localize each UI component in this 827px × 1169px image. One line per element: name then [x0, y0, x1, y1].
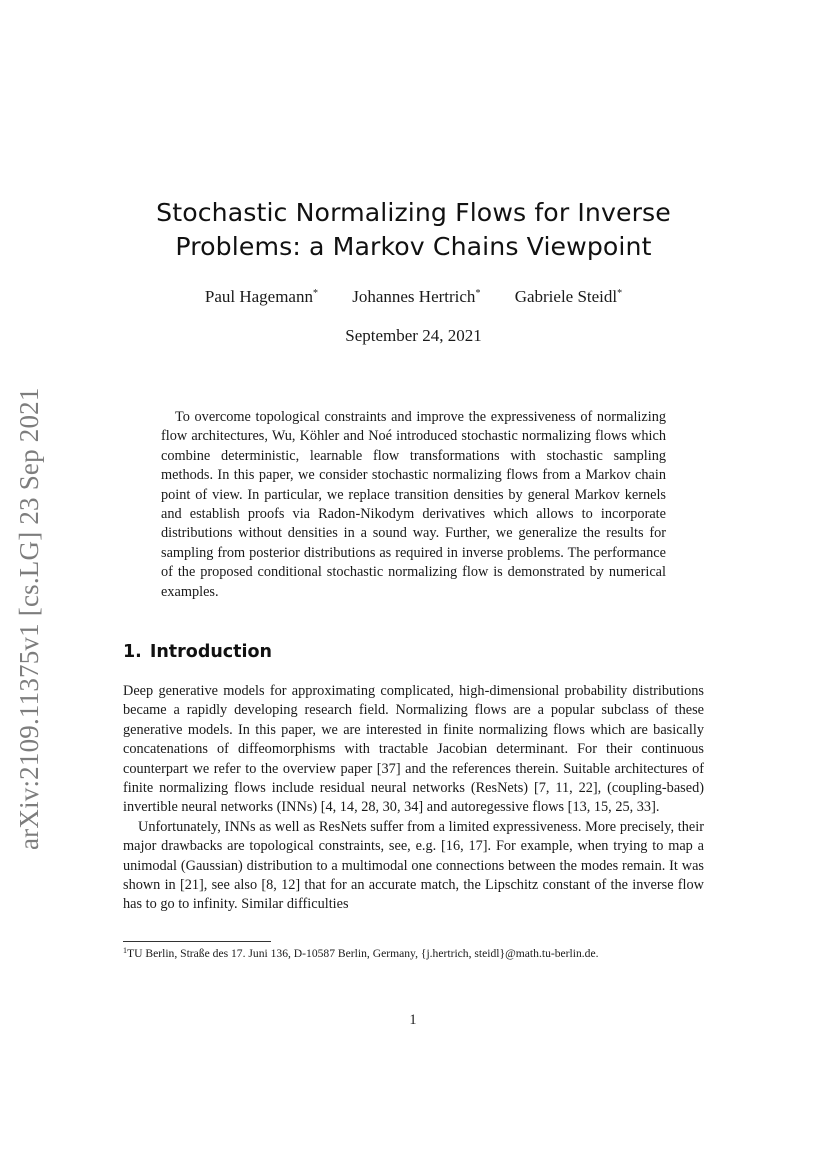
abstract: To overcome topological constraints and improve the expressiveness of normalizing flow architectures, Wu, Köhler and Noé introduced stochastic normalizing flows which combine deterministic, learnable flow transformations with stochastic sampling methods. In this paper, we consider stochastic normalizing flows from a Markov chain point of view. In particular, we replace transition densities by general Markov kernels and establish proofs via Radon-Nikodym derivatives which allows to incorporate distributions without densities in a sound way. Further, we generalize the results for sampling from posterior distributions as required in inverse problems. The performance of the proposed conditional stochastic normalizing flow is demonstrated by numerical examples. [161, 409, 666, 600]
paper-title-line-2: Problems: a Markov Chains Viewpoint [175, 232, 652, 261]
introduction-body [123, 682, 704, 915]
author-affiliation-mark: * [312, 288, 318, 299]
author-affiliation-mark: * [475, 288, 481, 299]
paragraph-2: Unfortunately, INNs as well as ResNets suffer from a limited expressiveness. More precisely, their major drawbacks are topological constraints, see, e.g. [16, 17]. For example, when trying to map a unimodal (Gaussian) distribution to a multimodal one connections between the modes remain. It was shown in [21], see also [8, 12] that for an accurate match, the Lipschitz constant of the inverse flow has to go to infinity. Similar difficulties [123, 818, 704, 913]
author-name: Gabriele Steidl [514, 287, 618, 306]
arxiv-identifier-stamp: arXiv:2109.11375v1 [cs.LG] 23 Sep 2021 [14, 387, 44, 850]
author-2 [352, 287, 480, 307]
author-name: Paul Hagemann [204, 287, 313, 306]
author-3 [515, 287, 622, 307]
author-1 [205, 287, 318, 307]
footnote-text: TU Berlin, Straße des 17. Juni 136, D-10587 Berlin, Germany, {j.hertrich, steidl}@math.tu-berlin.de. [127, 947, 599, 960]
author-name: Johannes Hertrich [352, 287, 476, 306]
section-heading-introduction [123, 642, 272, 662]
paragraph-1: Deep generative models for approximating complicated, high-dimensional probability distributions became a rapidly developing research field. Normalizing flows are a popular subclass of these generative models. In this paper, we are interested in finite normalizing flows which are basically concatenations of diffeomorphisms with tractable Jacobian determinant. For their continuous counterpart we refer to the overview paper [37] and the references therein. Suitable architectures of finite normalizing flows include residual neural networks (ResNets) [7, 11, 22], (coupling-based) invertible neural networks (INNs) [4, 14, 28, 30, 34] and autoregessive flows [13, 15, 25, 33]. [123, 683, 704, 816]
footnote-divider [123, 941, 271, 942]
page-number: 1 [409, 1012, 417, 1028]
footnote-mark: 1 [123, 946, 127, 955]
paper-title [110, 196, 717, 264]
author-affiliation-mark: * [617, 288, 623, 299]
footnote-affiliation [123, 946, 723, 960]
section-number: 1. [123, 642, 142, 662]
publication-date: September 24, 2021 [345, 326, 482, 345]
section-title: Introduction [149, 642, 273, 662]
paper-title-line-1: Stochastic Normalizing Flows for Inverse [156, 198, 671, 227]
author-list [110, 287, 717, 307]
